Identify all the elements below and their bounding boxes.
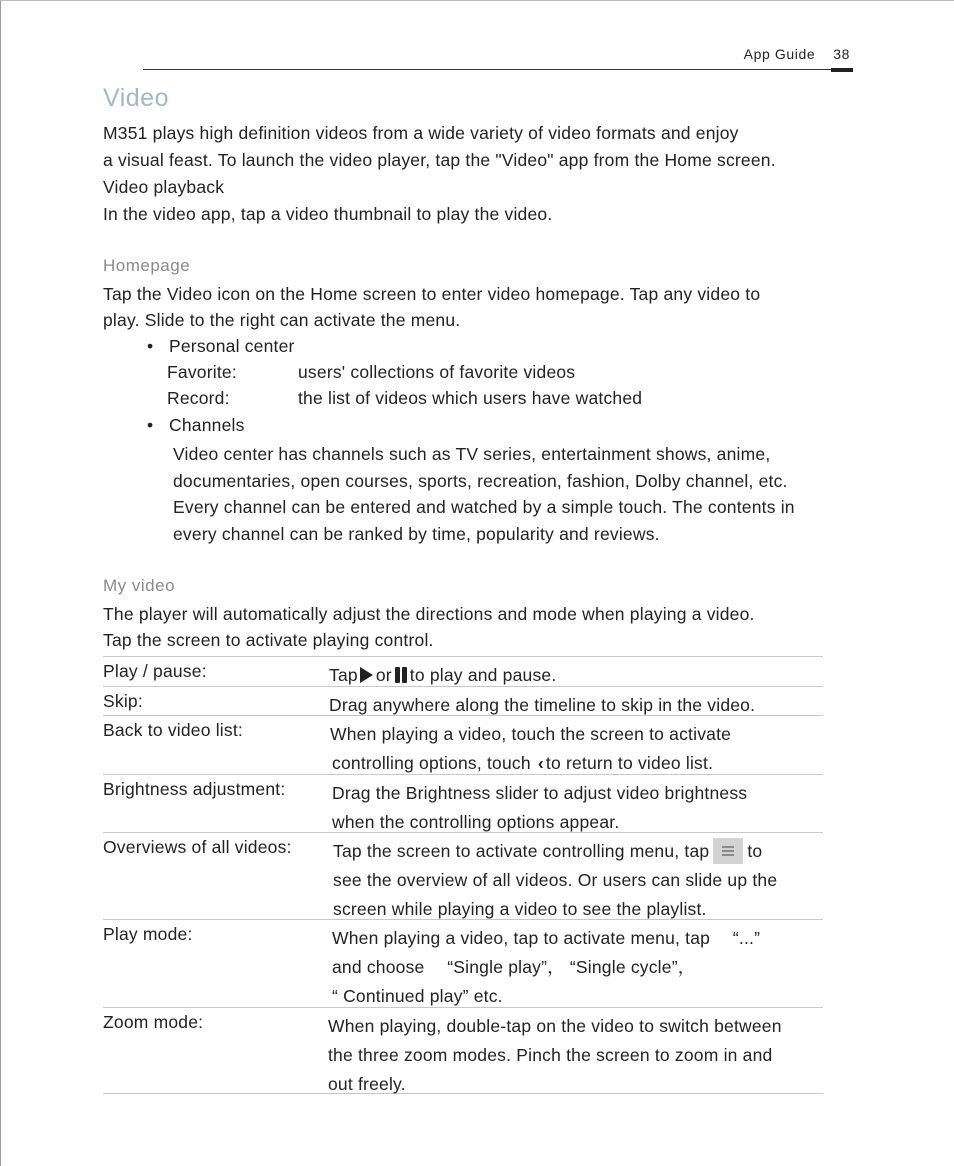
bullet-label: Channels [169, 415, 245, 435]
row-label: Brightness adjustment: [103, 779, 286, 799]
row-description [332, 779, 747, 837]
desc-line: Drag the Brightness slider to adjust video brightness [332, 783, 748, 803]
row-description [332, 924, 760, 1011]
channels-line-4: every channel can be ranked by time, popularity and reviews. [173, 523, 660, 544]
pause-icon [394, 667, 408, 683]
page-border-top [0, 0, 954, 1]
desc-line: screen while playing a video to see the playlist. [333, 899, 707, 919]
text-fragment: to return to video list. [545, 753, 714, 773]
desc-line: out freely. [328, 1074, 406, 1094]
row-label: Back to video list: [103, 720, 243, 740]
table-row [103, 774, 823, 832]
row-description [330, 720, 731, 778]
homepage-line-1: Tap the Video icon on the Home screen to enter video homepage. Tap any video to [103, 284, 761, 304]
page-header [143, 44, 853, 70]
desc-line: “ Continued play” etc. [332, 986, 503, 1006]
section-heading-homepage: Homepage [103, 256, 191, 275]
desc-line: see the overview of all videos. Or users can slide up the [333, 870, 778, 890]
header-rule [143, 69, 853, 70]
channels-line-1: Video center has channels such as TV series, entertainment shows, anime, [173, 444, 771, 464]
header-section: App Guide [743, 46, 816, 62]
row-label: Play mode: [103, 924, 193, 944]
desc-line: and choose “Single play”， “Single cycle”， [332, 957, 696, 977]
intro-line-3: Video playback [103, 177, 225, 197]
desc-line: when the controlling options appear. [332, 812, 620, 832]
table-row [103, 656, 823, 686]
desc-line: Drag anywhere along the timeline to skip in the video. [329, 695, 756, 715]
desc-line: When playing a video, tap to activate menu, tap “...” [332, 928, 761, 948]
desc-line: the three zoom modes. Pinch the screen to zoom in and [328, 1045, 773, 1065]
table-row [103, 715, 823, 774]
favorite-value: users' collections of favorite videos [298, 362, 576, 382]
desc-line: When playing a video, touch the screen to activate [330, 724, 732, 744]
play-icon [360, 667, 373, 683]
row-label: Zoom mode: [103, 1012, 204, 1032]
text-fragment: Tap [329, 665, 358, 685]
text-fragment: controlling options, touch [332, 753, 531, 773]
page-number: 38 [833, 46, 850, 62]
channels-description [173, 441, 795, 547]
intro-line-2: a visual feast. To launch the video player, tap the "Video" app from the Home screen. [103, 150, 776, 170]
text-fragment: to [747, 841, 763, 861]
bullet-dot: • [147, 415, 154, 435]
intro-line-1: M351 plays high definition videos from a wide variety of video formats and enjoy [103, 123, 739, 143]
row-label: Skip: [103, 691, 143, 711]
channels-line-3: Every channel can be entered and watched by a simple touch. The contents in [173, 497, 795, 518]
favorite-key: Favorite: [167, 362, 237, 382]
bullet-channels [147, 415, 245, 436]
record-value: the list of videos which users have watched [298, 388, 643, 408]
bullet-dot: • [147, 336, 154, 356]
page-border [0, 0, 1, 1166]
table-row [103, 686, 823, 715]
channels-line-2: documentaries, open courses, sports, recreation, fashion, Dolby channel, etc. [173, 470, 788, 491]
my-video-line-1: The player will automatically adjust the directions and mode when playing a video. [103, 604, 755, 624]
homepage-line-2: play. Slide to the right can activate the menu. [103, 310, 461, 330]
table-row [103, 919, 823, 1007]
record-key: Record: [167, 388, 230, 408]
table-row [103, 1007, 823, 1094]
row-label: Play / pause: [103, 661, 207, 681]
my-video-line-2: Tap the screen to activate playing control. [103, 630, 434, 650]
row-label: Overviews of all videos: [103, 837, 292, 857]
text-fragment: Tap the screen to activate controlling menu, tap [333, 841, 710, 861]
page-title: Video [103, 84, 169, 112]
text-fragment: to play and pause. [409, 665, 557, 685]
row-description [328, 1012, 782, 1099]
controls-table [103, 656, 823, 1094]
text-fragment: or [375, 665, 392, 685]
chevron-left-icon: ‹ [537, 753, 544, 773]
list-menu-icon [713, 838, 743, 864]
header-label [744, 46, 850, 62]
section-heading-my-video: My video [103, 576, 176, 595]
row-description [333, 837, 777, 924]
table-row [103, 832, 823, 919]
intro-line-4: In the video app, tap a video thumbnail to play the video. [103, 204, 553, 224]
bullet-label: Personal center [169, 336, 295, 356]
header-accent-bar [831, 68, 853, 72]
bullet-personal-center [147, 336, 295, 357]
desc-line: When playing, double-tap on the video to switch between [328, 1016, 782, 1036]
